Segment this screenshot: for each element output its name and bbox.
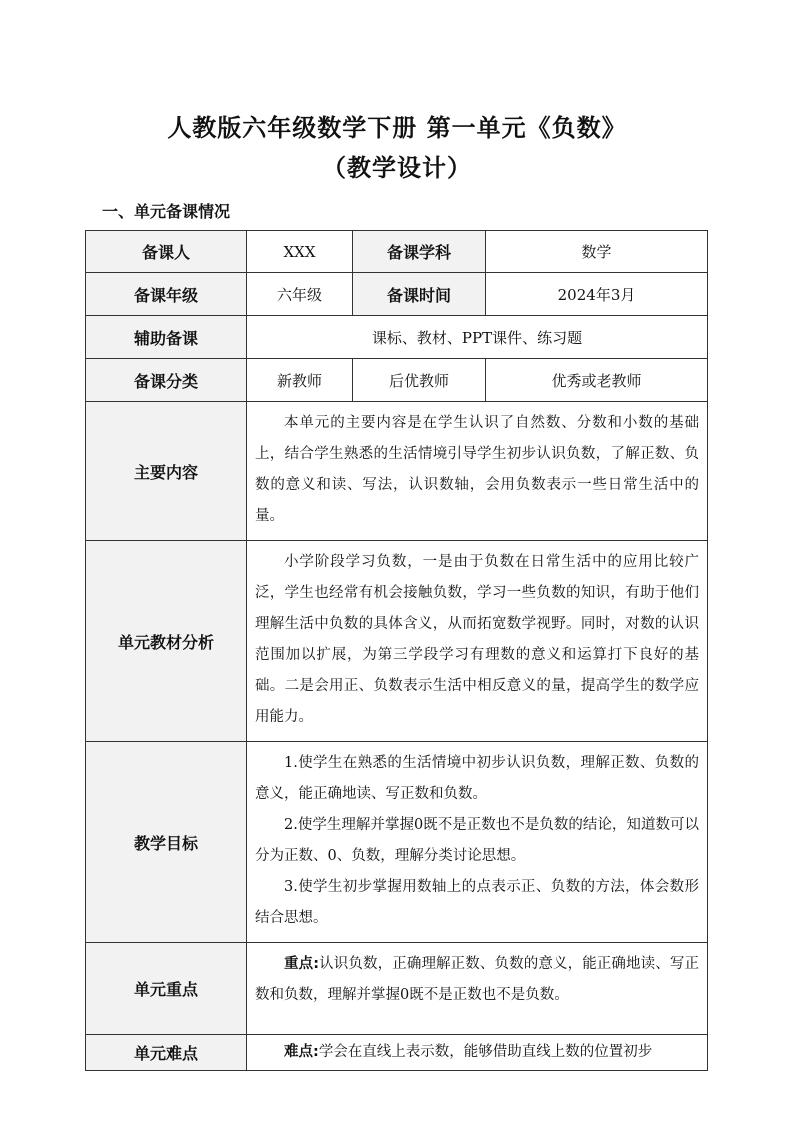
key-points-cell (247, 943, 708, 1035)
label-grade: 备课年级 (86, 273, 247, 316)
goal-item: 3.使学生初步掌握用数轴上的点表示正、负数的方法，体会数形结合思想。 (255, 879, 699, 926)
lesson-plan-table (85, 230, 708, 1071)
main-content-cell (247, 402, 708, 541)
label-key-points: 单元重点 (86, 943, 247, 1035)
label-main-content: 主要内容 (86, 402, 247, 541)
analysis-cell (247, 541, 708, 742)
table-row (86, 402, 708, 541)
table-row (86, 359, 708, 402)
key-points-paragraph (255, 949, 699, 1011)
document-subtitle: （教学设计） (322, 154, 472, 182)
difficulty-cell (247, 1035, 708, 1071)
label-preparer: 备课人 (86, 231, 247, 273)
value-time: 2024年3月 (486, 273, 708, 316)
label-analysis: 单元教材分析 (86, 541, 247, 742)
label-category: 备课分类 (86, 359, 247, 402)
table-row (86, 541, 708, 742)
key-points-text: 认识负数，正确理解正数、负数的意义，能正确地读、写正数和负数，理解并掌握0既不是正数也不是负数。 (255, 956, 699, 1003)
table-row (86, 742, 708, 943)
difficulty-text: 学会在直线上表示数，能够借助直线上数的位置初步 (318, 1044, 653, 1060)
label-aids: 辅助备课 (86, 316, 247, 359)
value-aids: 课标、教材、PPT课件、练习题 (247, 316, 708, 359)
category-new-teacher: 新教师 (247, 359, 353, 402)
label-subject: 备课学科 (353, 231, 486, 273)
table-row (86, 273, 708, 316)
goal-item: 2.使学生理解并掌握0既不是正数也不是负数的结论，知道数可以分为正数、0、负数，理解分类讨论思想。 (255, 817, 699, 864)
label-goals: 教学目标 (86, 742, 247, 943)
value-subject: 数学 (486, 231, 708, 273)
table-row (86, 316, 708, 359)
category-developing-teacher: 后优教师 (353, 359, 486, 402)
section-heading: 一、单元备课情况 (102, 202, 231, 221)
goal-item: 1.使学生在熟悉的生活情境中初步认识负数，理解正数、负数的意义，能正确地读、写正数和负数。 (255, 755, 699, 802)
value-grade: 六年级 (247, 273, 353, 316)
main-content-text: 本单元的主要内容是在学生认识了自然数、分数和小数的基础上，结合学生熟悉的生活情境引导学生初步认识负数，了解正数、负数的意义和读、写法，认识数轴，会用负数表示一些日常生活中的量。 (255, 415, 699, 524)
label-difficulty: 单元难点 (86, 1035, 247, 1071)
difficulty-paragraph (255, 1037, 699, 1068)
table-row (86, 943, 708, 1035)
table-row (86, 1035, 708, 1071)
analysis-text: 小学阶段学习负数，一是由于负数在日常生活中的应用比较广泛，学生也经常有机会接触负数，学习一些负数的知识，有助于他们理解生活中负数的具体含义，从而拓宽数学视野。同时，对数的认识范围加以扩展，为第三学段学习有理数的意义和运算打下良好的基础。二是会用正、负数表示生活中相反意义的量，提高学生的数学应用能力。 (255, 554, 699, 725)
value-preparer: XXX (247, 231, 353, 273)
table-row (86, 231, 708, 273)
goals-cell (247, 742, 708, 943)
difficulty-lead: 难点: (284, 1044, 319, 1060)
document-title: 人教版六年级数学下册 第一单元《负数》 (167, 114, 627, 142)
category-senior-teacher: 优秀或老教师 (486, 359, 708, 402)
label-time: 备课时间 (353, 273, 486, 316)
key-points-lead: 重点: (284, 956, 320, 972)
